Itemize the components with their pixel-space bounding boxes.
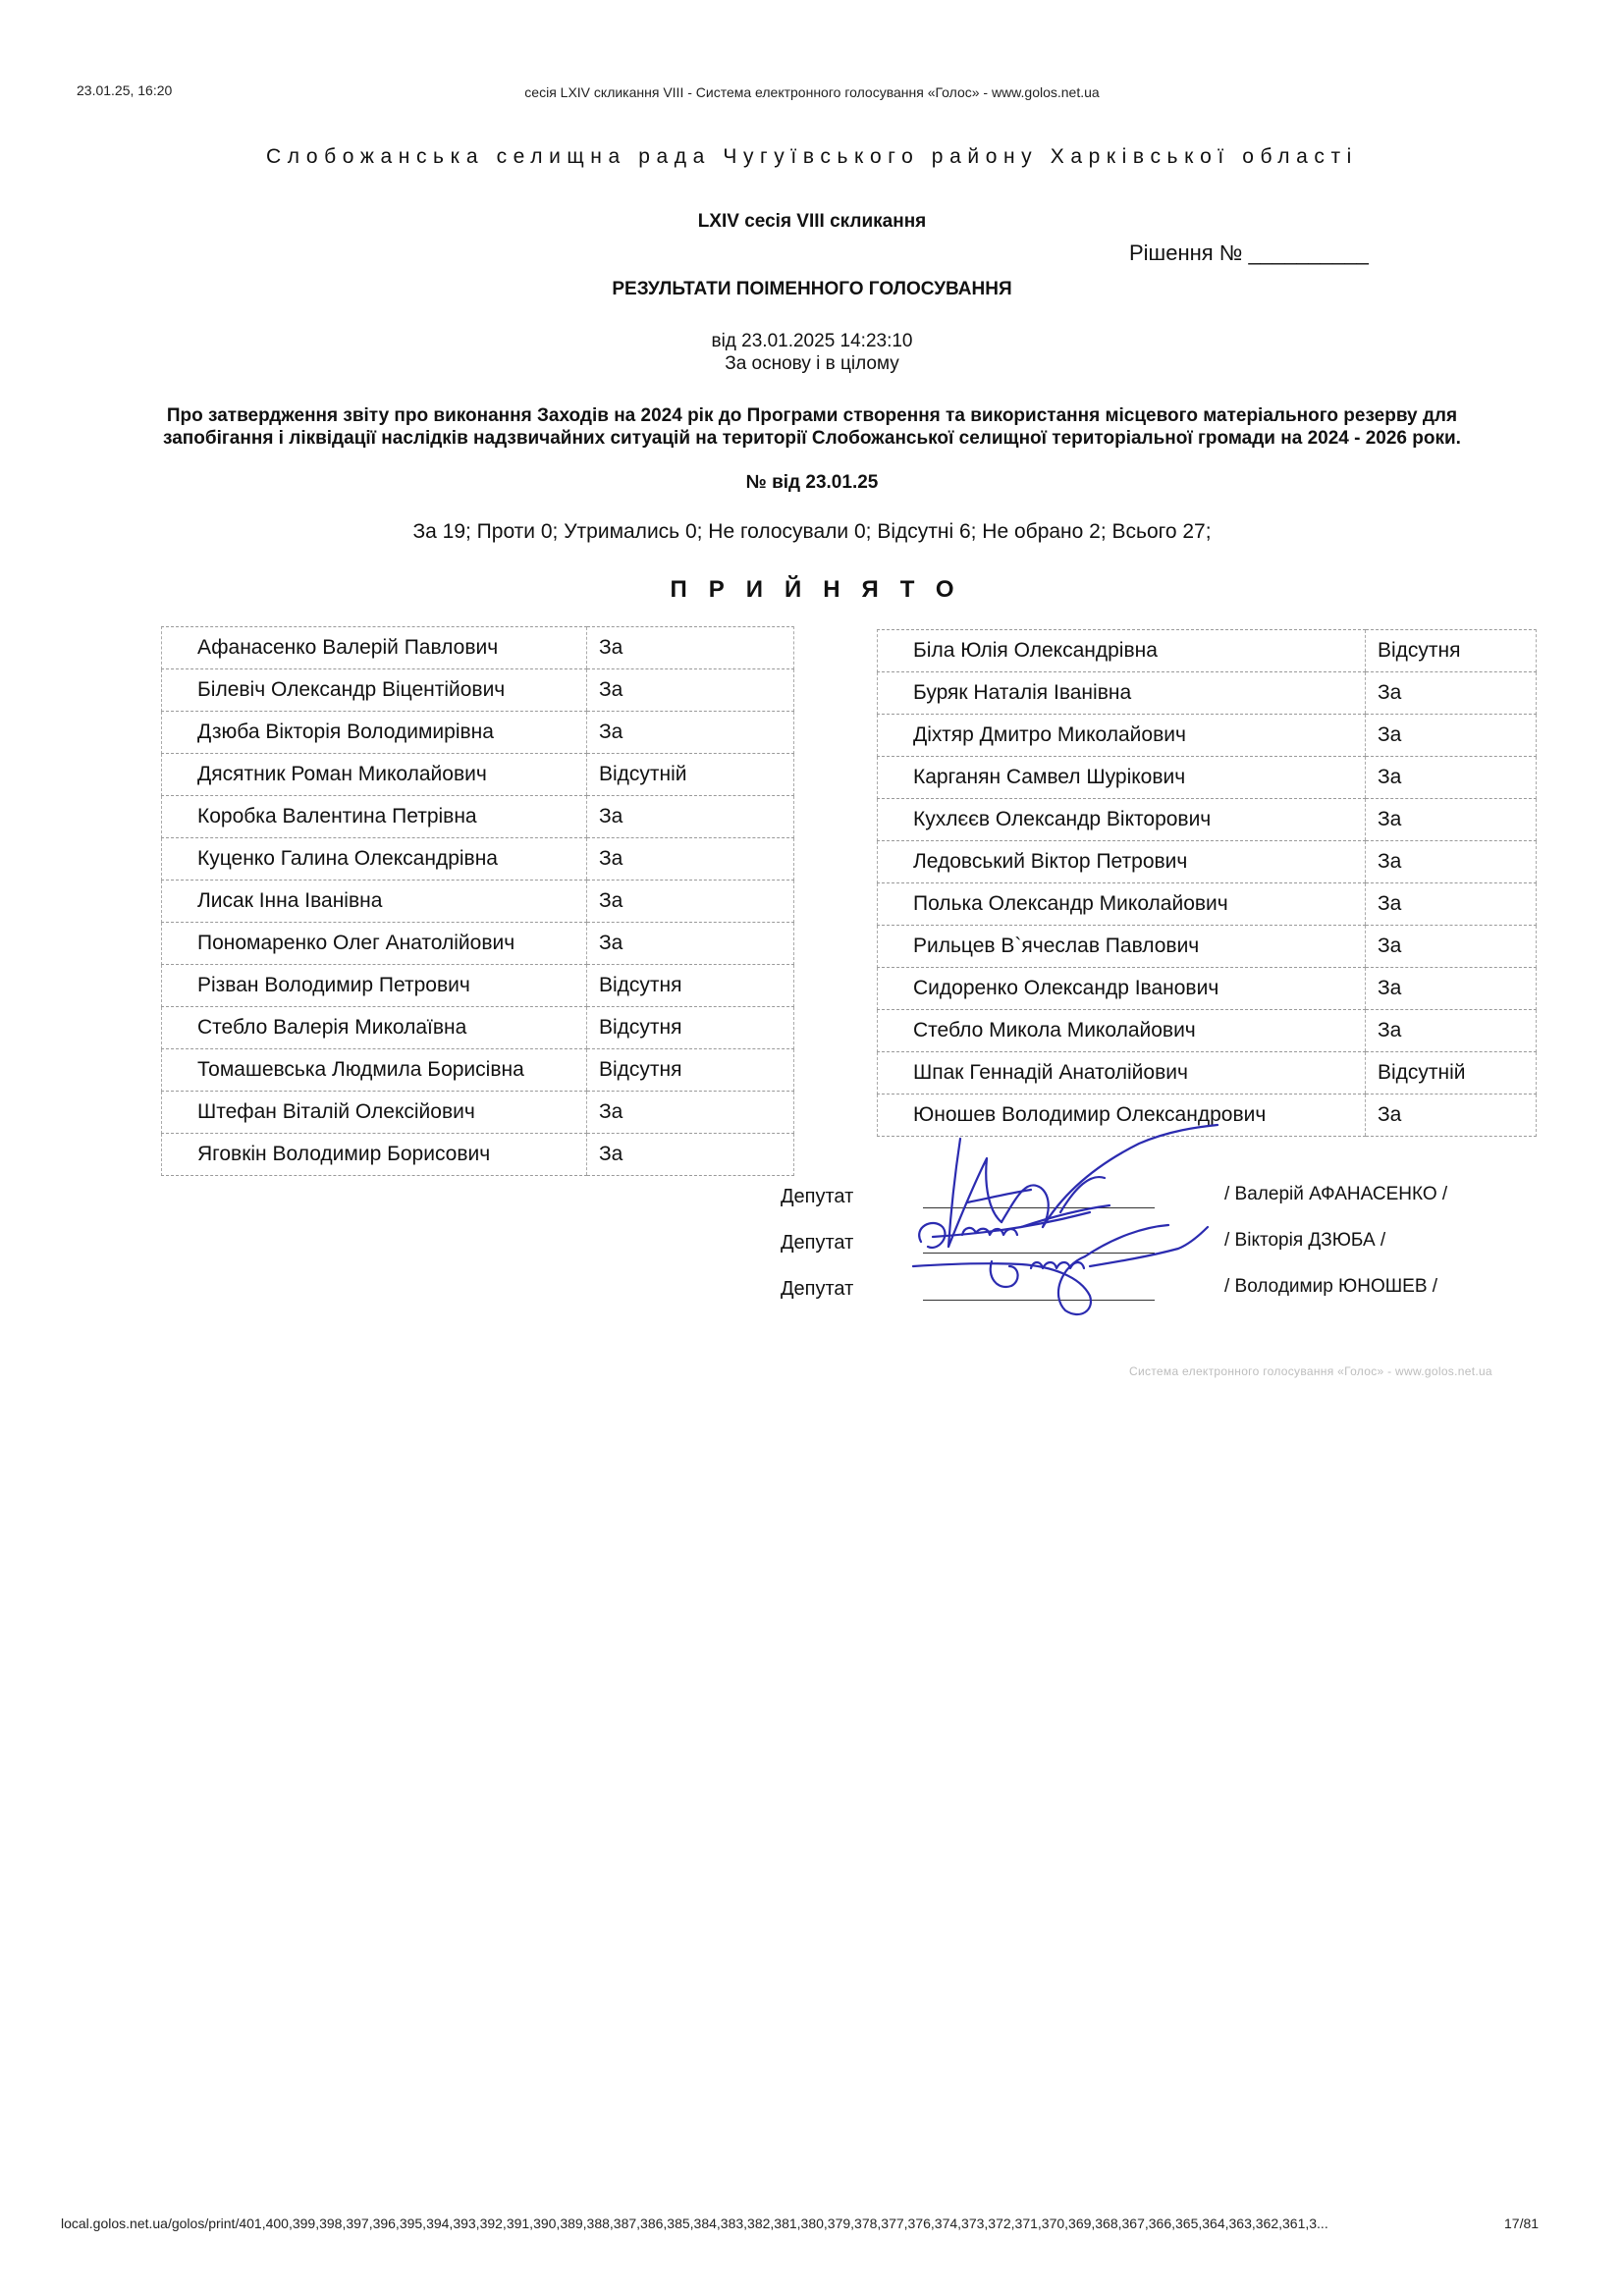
deputy-name: Діхтяр Дмитро Миколайович <box>878 715 1366 757</box>
deputy-vote: За <box>587 712 794 754</box>
deputy-vote: За <box>1366 968 1537 1010</box>
table-row <box>878 1010 1537 1052</box>
deputy-name: Стебло Микола Миколайович <box>878 1010 1366 1052</box>
deputy-name: Лисак Інна Іванівна <box>162 881 587 923</box>
table-row <box>162 881 794 923</box>
table-row <box>878 883 1537 926</box>
deputy-vote: Відсутня <box>587 965 794 1007</box>
signature-role: Депутат <box>781 1232 854 1254</box>
table-row <box>162 712 794 754</box>
results-title: РЕЗУЛЬТАТИ ПОІМЕННОГО ГОЛОСУВАННЯ <box>612 279 1012 299</box>
deputy-vote: За <box>587 1134 794 1176</box>
print-date: 23.01.25, 16:20 <box>77 82 173 98</box>
deputy-name: Кухлєєв Олександр Вікторович <box>878 799 1366 841</box>
page-number: 17/81 <box>1504 2216 1540 2231</box>
deputy-name: Карганян Самвел Шурікович <box>878 757 1366 799</box>
deputy-vote: За <box>587 796 794 838</box>
deputy-vote: За <box>1366 926 1537 968</box>
signature-role: Депутат <box>781 1186 854 1207</box>
deputy-name: Юношев Володимир Олександрович <box>878 1095 1366 1137</box>
signature-name: / Валерій АФАНАСЕНКО / <box>1224 1184 1448 1204</box>
deputy-name: Ледовський Віктор Петрович <box>878 841 1366 883</box>
footer-url: local.golos.net.ua/golos/print/401,400,399,398,397,396,395,394,393,392,391,390,389,388,387,386,385,384,383,382,381,380,379,378,377,376,374,373,372,371,370,369,368,367,366,365,364,363,362,361,3... <box>61 2216 1328 2231</box>
deputy-name: Коробка Валентина Петрівна <box>162 796 587 838</box>
table-row <box>162 965 794 1007</box>
table-row <box>878 630 1537 672</box>
deputy-vote: Відсутня <box>587 1007 794 1049</box>
deputy-vote: За <box>587 881 794 923</box>
signature-name: / Володимир ЮНОШЕВ / <box>1224 1276 1438 1297</box>
signature-role: Депутат <box>781 1278 854 1300</box>
deputy-vote: За <box>1366 883 1537 926</box>
deputy-name: Сидоренко Олександр Іванович <box>878 968 1366 1010</box>
table-row <box>162 1092 794 1134</box>
council-name: Слобожанська селищна рада Чугуївського району Харківської області <box>266 145 1358 168</box>
table-row <box>878 841 1537 883</box>
table-row <box>878 1052 1537 1095</box>
vote-totals: За 19; Проти 0; Утримались 0; Не голосували 0; Відсутні 6; Не обрано 2; Всього 27; <box>412 520 1212 543</box>
votes-table-left <box>161 626 794 1176</box>
deputy-name: Куценко Галина Олександрівна <box>162 838 587 881</box>
table-row <box>162 627 794 669</box>
table-row <box>162 796 794 838</box>
signature-name: / Вікторія ДЗЮБА / <box>1224 1230 1386 1251</box>
deputy-vote: За <box>1366 1010 1537 1052</box>
table-row <box>162 669 794 712</box>
deputy-vote: За <box>1366 841 1537 883</box>
deputy-name: Пономаренко Олег Анатолійович <box>162 923 587 965</box>
decision-number: Рішення № __________ <box>1129 240 1369 265</box>
watermark: Система електронного голосування «Голос» - www.golos.net.ua <box>1129 1364 1492 1378</box>
deputy-vote: Відсутній <box>1366 1052 1537 1095</box>
handwritten-signatures <box>903 1119 1237 1345</box>
table-row <box>162 1007 794 1049</box>
table-row <box>878 715 1537 757</box>
table-row <box>162 1134 794 1176</box>
deputy-vote: Відсутня <box>587 1049 794 1092</box>
deputy-name: Дзюба Вікторія Володимирівна <box>162 712 587 754</box>
deputy-name: Афанасенко Валерій Павлович <box>162 627 587 669</box>
deputy-vote: За <box>587 838 794 881</box>
deputy-vote: За <box>587 627 794 669</box>
deputy-name: Білевіч Олександр Віцентійович <box>162 669 587 712</box>
deputy-name: Стебло Валерія Миколаївна <box>162 1007 587 1049</box>
decision-subject: Про затвердження звіту про виконання Заходів на 2024 рік до Програми створення та використання місцевого матеріального резерву для запобігання і ліквідації наслідків надзвичайних ситуацій на території Слобожанської селищної територіальної громади на 2024 - 2026 роки. <box>163 405 1461 449</box>
table-row <box>878 757 1537 799</box>
deputy-name: Полька Олександр Миколайович <box>878 883 1366 926</box>
subject-number: № від 23.01.25 <box>745 472 879 493</box>
adopted-status: ПРИЙНЯТО <box>670 576 976 603</box>
deputy-vote: За <box>1366 715 1537 757</box>
deputy-vote: За <box>1366 757 1537 799</box>
deputy-name: Томашевська Людмила Борисівна <box>162 1049 587 1092</box>
votes-table-right <box>877 629 1537 1137</box>
deputy-vote: За <box>1366 1095 1537 1137</box>
table-row <box>162 838 794 881</box>
deputy-vote: Відсутній <box>587 754 794 796</box>
table-row <box>162 923 794 965</box>
deputy-vote: За <box>1366 799 1537 841</box>
deputy-name: Дясятник Роман Миколайович <box>162 754 587 796</box>
session-title: LXIV сесія VIII скликання <box>697 211 927 232</box>
deputy-vote: За <box>587 669 794 712</box>
table-row <box>162 1049 794 1092</box>
deputy-name: Шпак Геннадій Анатолійович <box>878 1052 1366 1095</box>
deputy-name: Штефан Віталій Олексійович <box>162 1092 587 1134</box>
deputy-vote: Відсутня <box>1366 630 1537 672</box>
deputy-name: Буряк Наталія Іванівна <box>878 672 1366 715</box>
deputy-vote: За <box>587 1092 794 1134</box>
deputy-name: Біла Юлія Олександрівна <box>878 630 1366 672</box>
deputy-vote: За <box>587 923 794 965</box>
table-row <box>878 799 1537 841</box>
vote-date: від 23.01.2025 14:23:10 <box>711 331 913 351</box>
deputy-vote: За <box>1366 672 1537 715</box>
table-row <box>878 926 1537 968</box>
table-row <box>878 968 1537 1010</box>
deputy-name: Різван Володимир Петрович <box>162 965 587 1007</box>
vote-type: За основу і в цілому <box>725 353 899 374</box>
table-row <box>878 672 1537 715</box>
deputy-name: Яговкін Володимир Борисович <box>162 1134 587 1176</box>
deputy-name: Рильцев В`ячеслав Павлович <box>878 926 1366 968</box>
print-title: сесія LXIV скликання VIII - Система електронного голосування «Голос» - www.golos.net.ua <box>524 84 1100 100</box>
table-row <box>162 754 794 796</box>
